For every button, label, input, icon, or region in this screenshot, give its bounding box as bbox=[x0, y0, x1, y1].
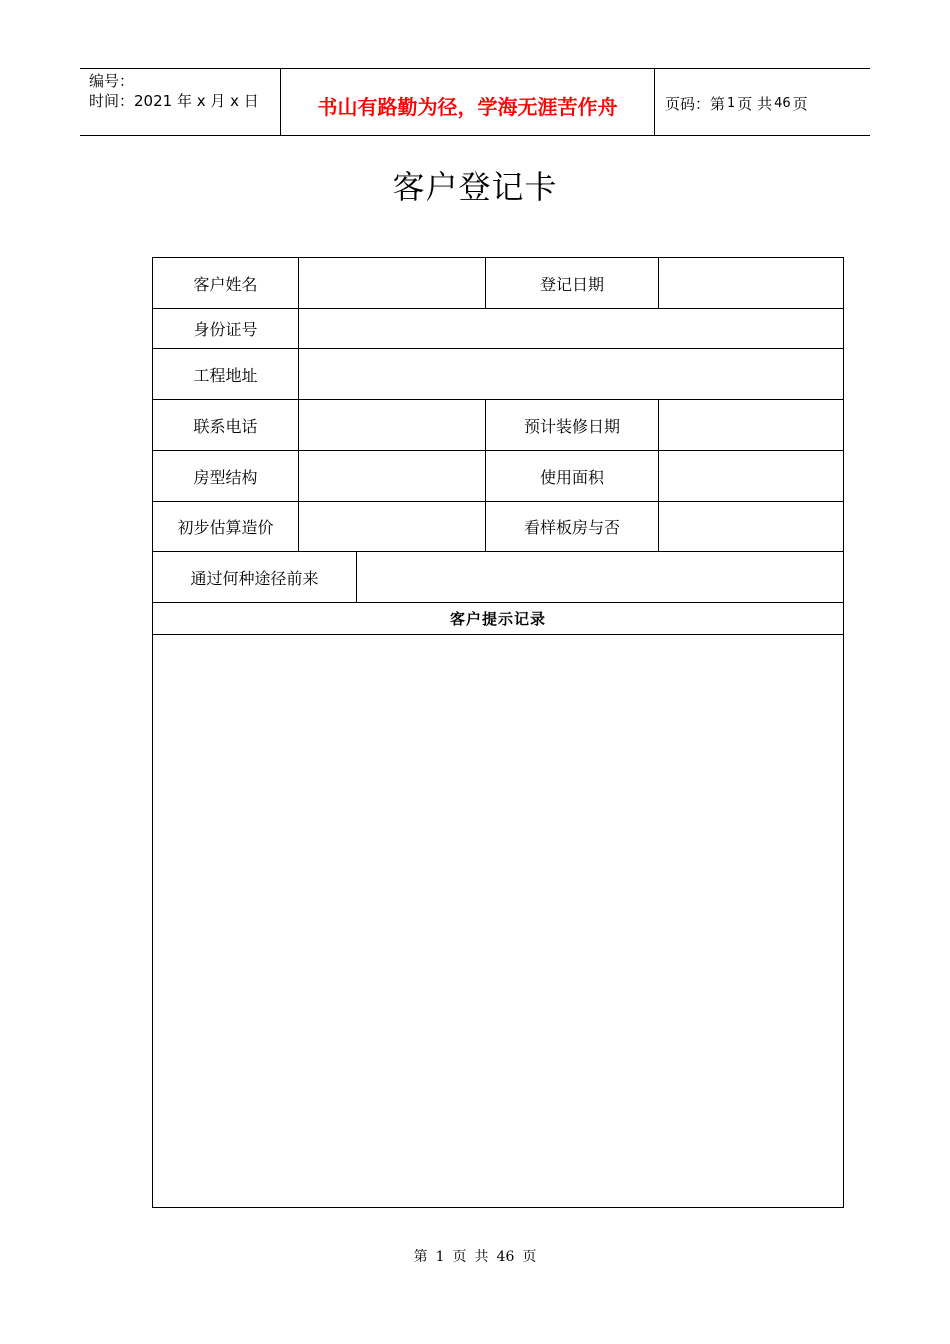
field-project-address[interactable] bbox=[298, 349, 843, 399]
field-planned-renovation-date[interactable] bbox=[658, 400, 843, 450]
field-id-number[interactable] bbox=[298, 309, 843, 348]
footer-total: 46 bbox=[496, 1249, 515, 1265]
label-planned-renovation-date: 预计装修日期 bbox=[485, 400, 658, 450]
form-row-address bbox=[153, 349, 843, 400]
label-referral-source: 通过何种途径前来 bbox=[190, 568, 319, 588]
page-current: 1 bbox=[727, 95, 736, 111]
field-referral-source[interactable] bbox=[356, 552, 843, 602]
header-page-info bbox=[655, 69, 870, 135]
label-phone: 联系电话 bbox=[193, 416, 258, 436]
header-meta bbox=[80, 69, 281, 135]
page-title: 客户登记卡 bbox=[392, 168, 558, 206]
label-initial-estimate: 初步估算造价 bbox=[177, 518, 274, 537]
label-customer-name: 客户姓名 bbox=[193, 274, 258, 294]
footer-mid1: 页 bbox=[452, 1249, 467, 1265]
form-row-estimate bbox=[153, 502, 843, 552]
page-suffix: 页 bbox=[792, 94, 808, 113]
document-date-label: 时间：2021 年 x 月 x 日 bbox=[89, 92, 259, 110]
label-register-date: 登记日期 bbox=[485, 258, 658, 308]
footer-current: 1 bbox=[435, 1249, 445, 1265]
page-total: 46 bbox=[774, 95, 791, 111]
form-row-referral bbox=[153, 552, 843, 603]
label-id-number: 身份证号 bbox=[193, 320, 258, 339]
form-row-name-date bbox=[153, 258, 843, 309]
page-footer bbox=[0, 1246, 950, 1266]
form-row-id bbox=[153, 309, 843, 349]
header-motto: 书山有路勤为径，学海无涯苦作舟 bbox=[281, 69, 655, 135]
label-viewed-model-room: 看样板房与否 bbox=[485, 502, 658, 551]
label-house-structure: 房型结构 bbox=[193, 467, 258, 487]
footer-mid2: 共 bbox=[474, 1249, 489, 1265]
field-initial-estimate[interactable] bbox=[298, 502, 485, 551]
document-header bbox=[80, 68, 870, 136]
field-viewed-model-room[interactable] bbox=[658, 502, 843, 551]
field-customer-name[interactable] bbox=[298, 258, 485, 308]
registration-form bbox=[152, 257, 844, 1208]
field-register-date[interactable] bbox=[658, 258, 843, 308]
form-row-notes-header bbox=[153, 603, 843, 635]
footer-prefix: 第 bbox=[413, 1249, 428, 1265]
field-usable-area[interactable] bbox=[658, 451, 843, 501]
page-mid: 页 共 bbox=[737, 94, 773, 113]
footer-suffix: 页 bbox=[522, 1249, 537, 1265]
page-prefix: 页码：第 bbox=[665, 94, 726, 113]
field-house-structure[interactable] bbox=[298, 451, 485, 501]
notes-section-title: 客户提示记录 bbox=[449, 610, 546, 628]
document-number-label: 编号： bbox=[89, 72, 135, 90]
notes-area[interactable] bbox=[153, 635, 843, 1207]
label-usable-area: 使用面积 bbox=[485, 451, 658, 501]
form-row-phone bbox=[153, 400, 843, 451]
label-project-address: 工程地址 bbox=[193, 365, 258, 385]
field-phone[interactable] bbox=[298, 400, 485, 450]
form-row-structure bbox=[153, 451, 843, 502]
